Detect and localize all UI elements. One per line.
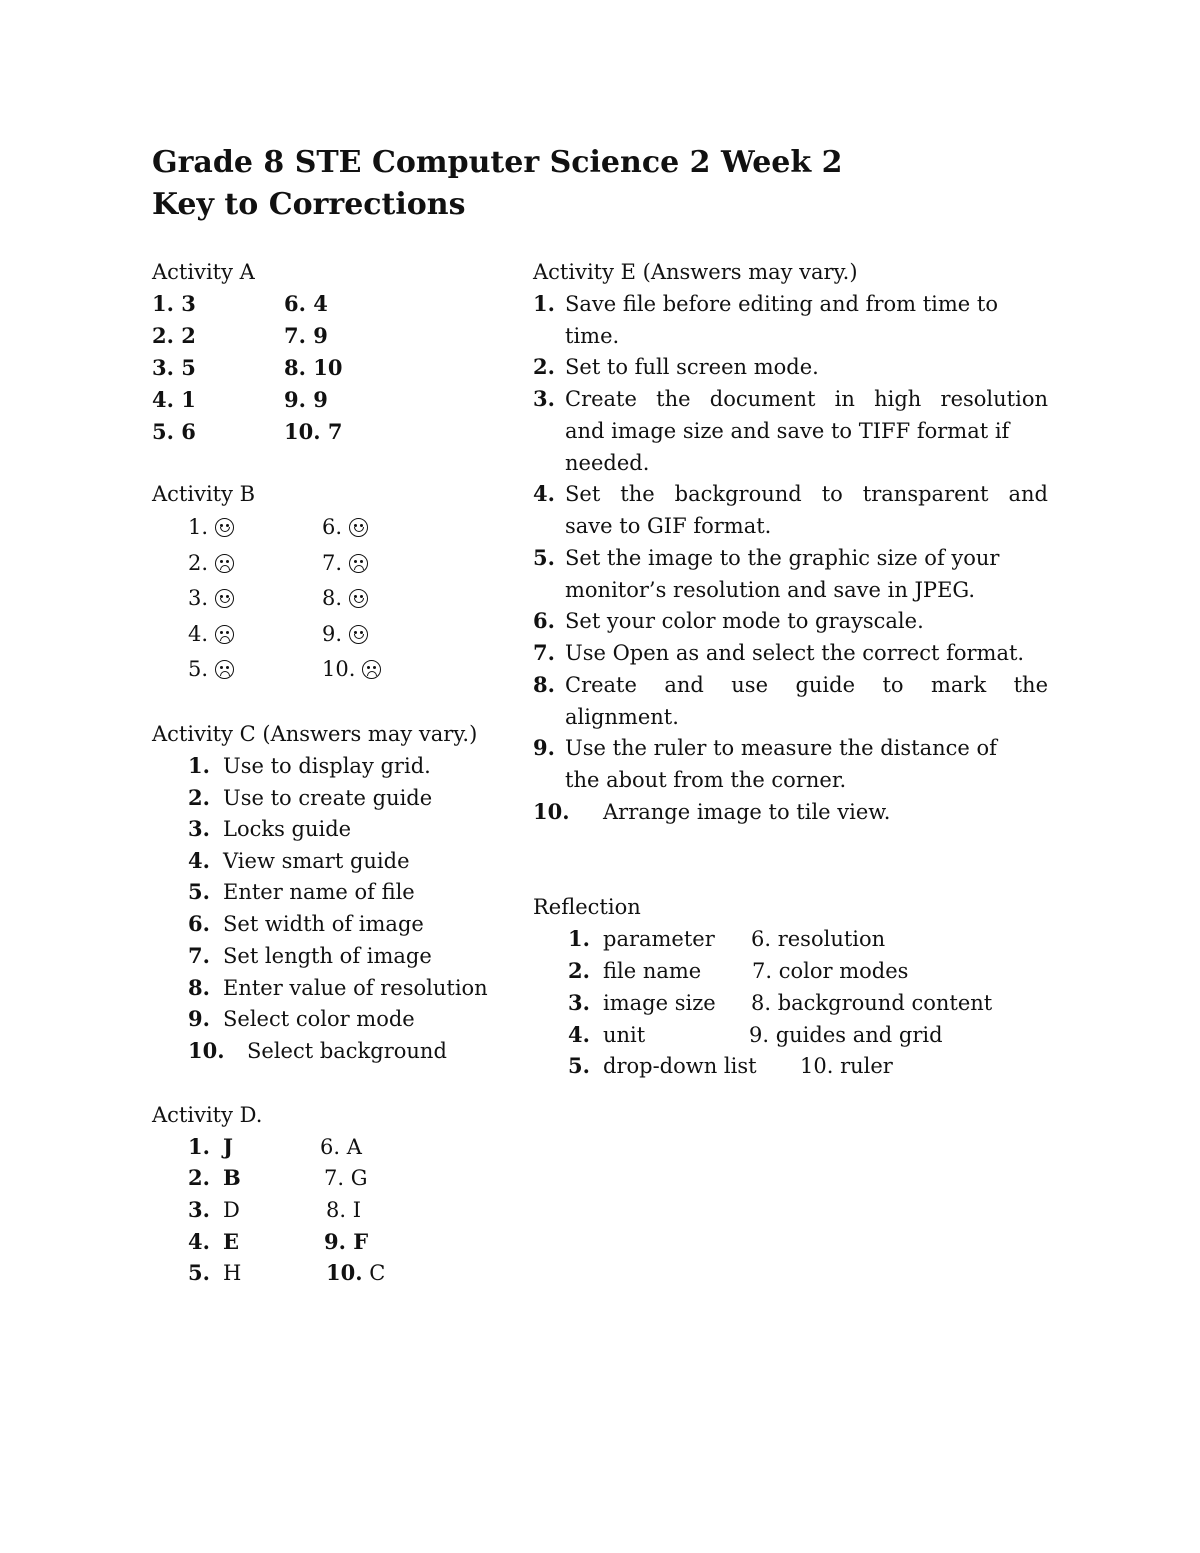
activity-a-answer: 4. 1: [152, 387, 196, 412]
item-number: 10.: [326, 1260, 363, 1285]
activity-e-item-text: Create the document in high resolution: [565, 387, 1048, 411]
item-number: 1.: [188, 515, 209, 539]
item-answer: G: [350, 1166, 368, 1190]
activity-e-item-continuation: save to GIF format.: [565, 514, 772, 538]
item-text: Set to full screen mode.: [565, 355, 819, 379]
page-title-line-1: Grade 8 STE Computer Science 2 Week 2: [152, 145, 843, 180]
item-number: 6.: [188, 911, 210, 936]
reflection-item: 9. guides and grid: [749, 1023, 943, 1047]
item-number: 8.: [326, 1198, 347, 1222]
item-answer: I: [352, 1198, 362, 1222]
frowning-face-icon: [215, 660, 234, 679]
item-number: 4.: [533, 481, 555, 506]
reflection-item: 6. resolution: [751, 927, 886, 951]
item-number: 5.: [188, 879, 210, 904]
activity-e-item-continuation: and image size and save to TIFF format if: [565, 419, 1010, 443]
item-number: 10.: [533, 799, 570, 824]
activity-a-answer: 5. 6: [152, 419, 196, 444]
item-number: 3.: [533, 386, 555, 411]
item-text: Use the ruler to measure the distance of: [565, 736, 997, 760]
item-answer: E: [223, 1229, 240, 1254]
item-number: 2.: [533, 354, 555, 379]
item-number: 9.: [324, 1229, 346, 1254]
activity-e-item-text: Set the background to transparent and: [565, 482, 1048, 506]
item-number: 3.: [188, 1197, 210, 1222]
item-number: 6.: [320, 1135, 341, 1159]
activity-a-answer: 1. 3: [152, 291, 196, 316]
activity-e-item-text: Create and use guide to mark the: [565, 673, 1048, 697]
activity-b-item: [322, 547, 368, 579]
item-number: 7.: [533, 640, 555, 665]
item-number: 3.: [188, 816, 210, 841]
activity-e-item-continuation: time.: [565, 324, 620, 348]
item-answer: D: [223, 1198, 240, 1222]
activity-b-item: [188, 582, 234, 614]
reflection-item: 10. ruler: [800, 1054, 893, 1078]
item-answer: F: [353, 1229, 369, 1254]
item-text: Set length of image: [223, 944, 432, 968]
item-answer: B: [223, 1165, 241, 1190]
activity-a-answer: 10. 7: [284, 419, 343, 444]
activity-b-heading: Activity B: [152, 482, 256, 506]
reflection-item: 8. background content: [751, 991, 993, 1015]
page-title-line-2: Key to Corrections: [152, 187, 466, 222]
item-number: 4.: [188, 848, 210, 873]
item-number: 9.: [188, 1006, 210, 1031]
item-answer: J: [223, 1134, 233, 1159]
activity-b-item: [188, 511, 234, 543]
activity-e-item-continuation: monitor’s resolution and save in JPEG.: [565, 578, 976, 602]
item-answer: drop-down list: [603, 1054, 757, 1078]
item-number: 7.: [188, 943, 210, 968]
item-answer: H: [223, 1261, 242, 1285]
item-number: 3.: [568, 990, 590, 1015]
item-number: 2.: [188, 785, 210, 810]
activity-b-item: [188, 618, 234, 650]
activity-d-item: [320, 1131, 362, 1163]
item-number: 1.: [568, 926, 590, 951]
item-answer: unit: [603, 1023, 646, 1047]
activity-a-answer: 2. 2: [152, 323, 196, 348]
frowning-face-icon: [215, 625, 234, 644]
item-number: 1.: [188, 1134, 210, 1159]
activity-a-answer: 9. 9: [284, 387, 328, 412]
item-number: 5.: [568, 1053, 590, 1078]
activity-b-item: [188, 653, 234, 685]
item-number: 6.: [533, 608, 555, 633]
smiley-face-icon: [349, 518, 368, 537]
activity-b-item: [322, 582, 368, 614]
item-number: 8.: [322, 586, 343, 610]
activity-c-heading: Activity C (Answers may vary.): [152, 722, 478, 746]
frowning-face-icon: [215, 554, 234, 573]
item-text: Enter name of file: [223, 880, 415, 904]
item-number: 2.: [568, 958, 590, 983]
item-text: Select background: [247, 1039, 447, 1063]
item-number: 10.: [188, 1038, 225, 1063]
item-number: 1.: [188, 753, 210, 778]
activity-a-answer: 6. 4: [284, 291, 328, 316]
activity-d-item: [326, 1257, 385, 1289]
item-text: Set the image to the graphic size of your: [565, 546, 1000, 570]
activity-d-item: [324, 1162, 368, 1194]
activity-e-heading: Activity E (Answers may vary.): [533, 260, 858, 284]
item-text: View smart guide: [223, 849, 410, 873]
smiley-face-icon: [215, 589, 234, 608]
item-number: 5.: [188, 657, 209, 681]
activity-d-item: [324, 1226, 368, 1258]
activity-b-item: [322, 653, 381, 685]
activity-e-item-continuation: alignment.: [565, 705, 679, 729]
activity-d-heading: Activity D.: [152, 1103, 263, 1127]
item-number: 2.: [188, 551, 209, 575]
item-answer: C: [369, 1261, 386, 1285]
item-text: Enter value of resolution: [223, 976, 488, 1000]
page-title: [152, 142, 842, 226]
item-number: 8.: [188, 975, 210, 1000]
item-number: 9.: [533, 735, 555, 760]
item-text: Locks guide: [223, 817, 352, 841]
item-text: Arrange image to tile view.: [603, 800, 891, 824]
activity-d-item: [326, 1194, 361, 1226]
item-number: 5.: [533, 545, 555, 570]
item-answer: file name: [603, 959, 702, 983]
smiley-face-icon: [349, 589, 368, 608]
item-number: 2.: [188, 1165, 210, 1190]
item-number: 7.: [322, 551, 343, 575]
item-number: 6.: [322, 515, 343, 539]
item-text: Use to display grid.: [223, 754, 431, 778]
activity-b-item: [322, 511, 368, 543]
reflection-heading: Reflection: [533, 895, 641, 919]
item-number: 7.: [324, 1166, 345, 1190]
frowning-face-icon: [362, 660, 381, 679]
item-number: 4.: [188, 1229, 210, 1254]
item-answer: parameter: [603, 927, 715, 951]
reflection-item: 7. color modes: [752, 959, 909, 983]
activity-b-item: [322, 618, 368, 650]
item-text: Use to create guide: [223, 786, 433, 810]
item-text: Set your color mode to grayscale.: [565, 609, 924, 633]
item-answer: image size: [603, 991, 716, 1015]
activity-a-answer: 3. 5: [152, 355, 196, 380]
smiley-face-icon: [215, 518, 234, 537]
item-answer: A: [346, 1135, 362, 1159]
item-text: Save file before editing and from time to: [565, 292, 998, 316]
item-number: 5.: [188, 1260, 210, 1285]
item-number: 1.: [533, 291, 555, 316]
activity-a-answer: 7. 9: [284, 323, 328, 348]
item-number: 4.: [188, 622, 209, 646]
activity-a-answer: 8. 10: [284, 355, 343, 380]
item-number: 4.: [568, 1022, 590, 1047]
item-text: Select color mode: [223, 1007, 415, 1031]
item-number: 8.: [533, 672, 555, 697]
item-text: Set width of image: [223, 912, 424, 936]
item-number: 10.: [322, 657, 356, 681]
frowning-face-icon: [349, 554, 368, 573]
item-text: Use Open as and select the correct format.: [565, 641, 1025, 665]
activity-a-heading: Activity A: [152, 260, 255, 284]
item-number: 3.: [188, 586, 209, 610]
activity-e-item-continuation: the about from the corner.: [565, 768, 847, 792]
activity-b-item: [188, 547, 234, 579]
smiley-face-icon: [349, 625, 368, 644]
item-number: 9.: [322, 622, 343, 646]
activity-e-item-continuation: needed.: [565, 451, 650, 475]
